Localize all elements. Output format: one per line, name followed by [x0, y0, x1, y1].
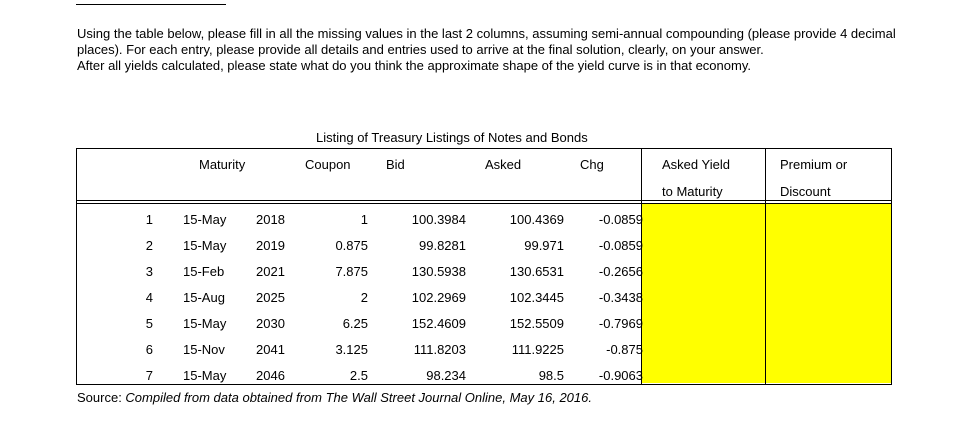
cell-bid: 98.234	[426, 368, 466, 383]
cell-asked: 100.4369	[509, 212, 564, 227]
cell-n: 2	[145, 238, 153, 253]
cell-n: 7	[145, 368, 153, 383]
cell-date: 15-Feb	[183, 264, 225, 279]
cell-coupon: 3.125	[335, 342, 368, 357]
cell-asked: 102.3445	[509, 290, 564, 305]
cell-n: 3	[145, 264, 153, 279]
cell-asked: 152.5509	[509, 316, 564, 331]
cell-bid: 130.5938	[411, 264, 466, 279]
cell-coupon: 7.875	[335, 264, 368, 279]
instructions-paragraph-2: After all yields calculated, please state what do you think the approximate shape of the yield curve is in that economy.	[77, 58, 751, 73]
header-maturity: Maturity	[199, 157, 246, 172]
cell-year: 2030	[256, 316, 285, 331]
table-row	[0, 286, 955, 310]
cell-date: 15-Nov	[183, 342, 225, 357]
cell-chg: -0.7969	[598, 316, 643, 331]
cell-chg: -0.9063	[598, 368, 643, 383]
header-premium-line1: Premium or	[780, 157, 848, 172]
cell-n: 4	[145, 290, 153, 305]
table-row	[0, 312, 955, 336]
header-premium-line2: Discount	[780, 184, 831, 199]
cell-bid: 152.4609	[411, 316, 466, 331]
instructions	[77, 26, 907, 74]
cell-bid: 100.3984	[411, 212, 466, 227]
cell-chg: -0.2656	[598, 264, 643, 279]
cell-coupon: 2.5	[349, 368, 368, 383]
header-divider	[76, 200, 892, 201]
header-divider-double	[76, 203, 892, 204]
cell-year: 2025	[256, 290, 285, 305]
cell-bid: 102.2969	[411, 290, 466, 305]
source-label: Source:	[77, 390, 126, 405]
source-note	[77, 390, 592, 405]
source-text: Compiled from data obtained from The Wall Street Journal Online, May 16, 2016.	[125, 390, 592, 405]
cell-asked: 99.971	[524, 238, 564, 253]
cell-year: 2019	[256, 238, 285, 253]
header-yield-line1: Asked Yield	[662, 157, 730, 172]
cell-year: 2046	[256, 368, 285, 383]
cell-year: 2021	[256, 264, 285, 279]
cell-year: 2041	[256, 342, 285, 357]
table-row	[0, 338, 955, 362]
cell-bid: 99.8281	[419, 238, 466, 253]
cell-asked: 111.9225	[511, 342, 564, 357]
table-row	[0, 260, 955, 284]
cell-date: 15-May	[183, 212, 227, 227]
cell-n: 6	[145, 342, 153, 357]
cell-date: 15-May	[183, 368, 227, 383]
header-chg: Chg	[580, 157, 604, 172]
cell-date: 15-Aug	[183, 290, 225, 305]
cell-chg: -0.875	[606, 342, 643, 357]
header-asked: Asked	[485, 157, 522, 172]
header-yield-line2: to Maturity	[662, 184, 723, 199]
top-rule	[76, 0, 226, 5]
cell-coupon: 2	[360, 290, 368, 305]
cell-chg: -0.0859	[598, 238, 643, 253]
cell-coupon: 1	[360, 212, 368, 227]
table-row	[0, 364, 955, 388]
cell-chg: -0.3438	[598, 290, 643, 305]
table-row	[0, 208, 955, 232]
cell-date: 15-May	[183, 316, 227, 331]
table-caption: Listing of Treasury Listings of Notes and Bonds	[316, 130, 588, 145]
cell-coupon: 0.875	[335, 238, 368, 253]
header-coupon: Coupon	[305, 157, 351, 172]
cell-n: 1	[145, 212, 153, 227]
header-bid: Bid	[386, 157, 405, 172]
cell-n: 5	[145, 316, 153, 331]
cell-chg: -0.0859	[598, 212, 643, 227]
cell-asked: 98.5	[538, 368, 564, 383]
cell-coupon: 6.25	[342, 316, 368, 331]
cell-date: 15-May	[183, 238, 227, 253]
cell-asked: 130.6531	[509, 264, 564, 279]
instructions-paragraph-1: Using the table below, please fill in all the missing values in the last 2 columns, assuming semi-annual compounding (please provide 4 decimal places). For each entry, please provide all details and entries used to arrive at the final solution, clearly, on your answer.	[77, 26, 896, 57]
cell-year: 2018	[256, 212, 285, 227]
cell-bid: 111.8203	[413, 342, 466, 357]
table-row	[0, 234, 955, 258]
